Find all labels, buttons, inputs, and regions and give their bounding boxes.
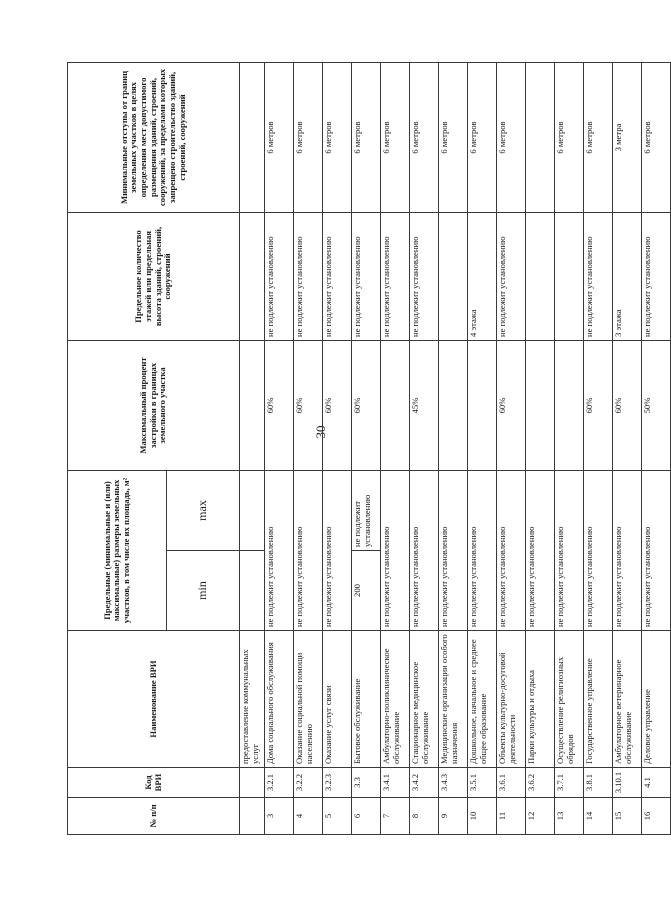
row-max: не подлежит установлению [352, 470, 381, 550]
row-name: Осуществление религиозных обрядов [555, 631, 584, 768]
row-min: не подлежит установлению [439, 470, 468, 630]
row-setback: 6 метров [584, 62, 613, 212]
table-row [381, 62, 410, 834]
row-percent [526, 340, 555, 470]
row-percent: 60% [265, 340, 294, 470]
row-floors: 4 этажа [468, 212, 497, 340]
row-percent: 60% [613, 340, 642, 470]
col-sizes-header: Предельные (минимальные и (или) максимальные) размеры земельных участков, в том числе их площадь, м² [68, 470, 167, 630]
row-code: 3.4.3 [439, 768, 468, 798]
row-number: 4 [294, 798, 323, 835]
row-floors: не подлежит установлению [410, 212, 439, 340]
row-percent [439, 340, 468, 470]
row-setback: 6 метров [439, 62, 468, 212]
row-min: 200 [352, 551, 381, 631]
col-floors-header: Предельное количество этажей или предельная высота зданий, строений, сооружений [68, 212, 240, 340]
table-row [642, 62, 671, 834]
row-code: 3.2.2 [294, 768, 323, 798]
row-code: 3.3 [352, 768, 381, 798]
table-row [584, 62, 613, 834]
col-number-header: № п/п [68, 798, 240, 835]
table-row [410, 62, 439, 834]
table-row [468, 62, 497, 834]
row-code: 3.4.2 [410, 768, 439, 798]
row-name: Медицинские организации особого назначения [439, 631, 468, 768]
row-min: не подлежит установлению [613, 470, 642, 630]
col-min-header: min [167, 551, 240, 631]
row-code: 3.2.3 [323, 768, 352, 798]
table-row [555, 62, 584, 834]
row-min: не подлежит установлению [410, 470, 439, 630]
col-code-header: Код ВРИ [68, 768, 240, 798]
row-floors: 3 этажа [613, 212, 642, 340]
row-floors: не подлежит установлению [294, 212, 323, 340]
row-setback: 6 метров [410, 62, 439, 212]
row-min: не подлежит установлению [265, 470, 294, 630]
row-name: Объекты культурно-досуговой деятельности [497, 631, 526, 768]
row-code: 3.6.2 [526, 768, 555, 798]
row-percent: 45% [410, 340, 439, 470]
row-number: 13 [555, 798, 584, 835]
col-setback-header: Минимальные отступы от границ земельных участков в целях определения мест допустимого размещения зданий, строений, сооружений, за пределами которых запрещено строительство зданий, строений, сооружений [68, 62, 240, 212]
row-min: не подлежит установлению [584, 470, 613, 630]
rotated-table-container [67, 63, 652, 835]
row-percent: 60% [352, 340, 381, 470]
row-floors: не подлежит установлению [265, 212, 294, 340]
row-number: 14 [584, 798, 613, 835]
row-floors [526, 212, 555, 340]
row-min: не подлежит установлению [526, 470, 555, 630]
row-floors [555, 212, 584, 340]
row-number: 5 [323, 798, 352, 835]
table-row [323, 62, 352, 834]
row-name: Государственное управление [584, 631, 613, 768]
row-setback: 6 метров [468, 62, 497, 212]
row-floors: не подлежит установлению [497, 212, 526, 340]
row-min: не подлежит установлению [381, 470, 410, 630]
row-floors: не подлежит установлению [642, 212, 671, 340]
row-floors: не подлежит установлению [381, 212, 410, 340]
row-name: Амбулаторное ветеринарное обслуживание [613, 631, 642, 768]
land-use-regulations-table [67, 62, 671, 835]
table-row [240, 62, 265, 834]
row-name: Стационарное медицинское обслуживание [410, 631, 439, 768]
row-min: не подлежит установлению [555, 470, 584, 630]
row-number: 9 [439, 798, 468, 835]
row-percent: 60% [323, 340, 352, 470]
row-percent [555, 340, 584, 470]
row-number: 6 [352, 798, 381, 835]
row-number: 15 [613, 798, 642, 835]
row-name: Амбулаторно-поликлиническое обслуживание [381, 631, 410, 768]
row-name: Дошкольное, начальное и среднее общее образование [468, 631, 497, 768]
row-min: не подлежит установлению [323, 470, 352, 630]
row-setback: 6 метров [323, 62, 352, 212]
table-row [613, 62, 642, 834]
row-code: 3.4.1 [381, 768, 410, 798]
row-setback: 6 метров [497, 62, 526, 212]
table-row [352, 62, 381, 834]
table-row [526, 62, 555, 834]
row-number: 16 [642, 798, 671, 835]
row-name: Дома социального обслуживания [265, 631, 294, 768]
row-setback: 6 метров [555, 62, 584, 212]
row-number: 3 [265, 798, 294, 835]
row-floors: не подлежит установлению [584, 212, 613, 340]
table-row [497, 62, 526, 834]
row-min: не подлежит установлению [642, 470, 671, 630]
table-row [265, 62, 294, 834]
row-percent [381, 340, 410, 470]
col-name-header: Наименование ВРИ [68, 631, 240, 768]
row-setback: 6 метров [265, 62, 294, 212]
row-floors [439, 212, 468, 340]
row-name: Оказание услуг связи [323, 631, 352, 768]
row-number: 8 [410, 798, 439, 835]
row-setback: 6 метров [294, 62, 323, 212]
row-setback: 6 метров [642, 62, 671, 212]
row-code: 3.6.1 [497, 768, 526, 798]
row-name: Оказание социальной помощи населению [294, 631, 323, 768]
row-min: не подлежит установлению [294, 470, 323, 630]
row-setback: 3 метра [613, 62, 642, 212]
row-number: 11 [497, 798, 526, 835]
row-name: Деловое управление [642, 631, 671, 768]
continuation-text: предоставление коммунальных услуг [240, 631, 265, 768]
row-code: 3.2.1 [265, 768, 294, 798]
row-percent [468, 340, 497, 470]
row-percent: 50% [642, 340, 671, 470]
row-setback: 6 метров [352, 62, 381, 212]
row-percent: 60% [497, 340, 526, 470]
row-setback: 6 метров [381, 62, 410, 212]
row-setback [526, 62, 555, 212]
row-code: 3.8.1 [584, 768, 613, 798]
table-row [294, 62, 323, 834]
row-min: не подлежит установлению [468, 470, 497, 630]
table-row [439, 62, 468, 834]
row-name: Парки культуры и отдыха [526, 631, 555, 768]
page-number: 30 [313, 425, 328, 439]
row-percent: 60% [294, 340, 323, 470]
row-min: не подлежит установлению [497, 470, 526, 630]
row-code: 3.7.1 [555, 768, 584, 798]
row-code: 3.5.1 [468, 768, 497, 798]
row-code: 3.10.1 [613, 768, 642, 798]
row-name: Бытовое обслуживание [352, 631, 381, 768]
row-percent: 60% [584, 340, 613, 470]
row-floors: не подлежит установлению [323, 212, 352, 340]
col-percent-header: Максимальный процент застройки в границах земельного участка [68, 340, 240, 470]
row-number: 7 [381, 798, 410, 835]
row-code: 4.1 [642, 768, 671, 798]
col-max-header: max [167, 470, 240, 550]
row-number: 12 [526, 798, 555, 835]
row-number: 10 [468, 798, 497, 835]
row-floors: не подлежит установлению [352, 212, 381, 340]
